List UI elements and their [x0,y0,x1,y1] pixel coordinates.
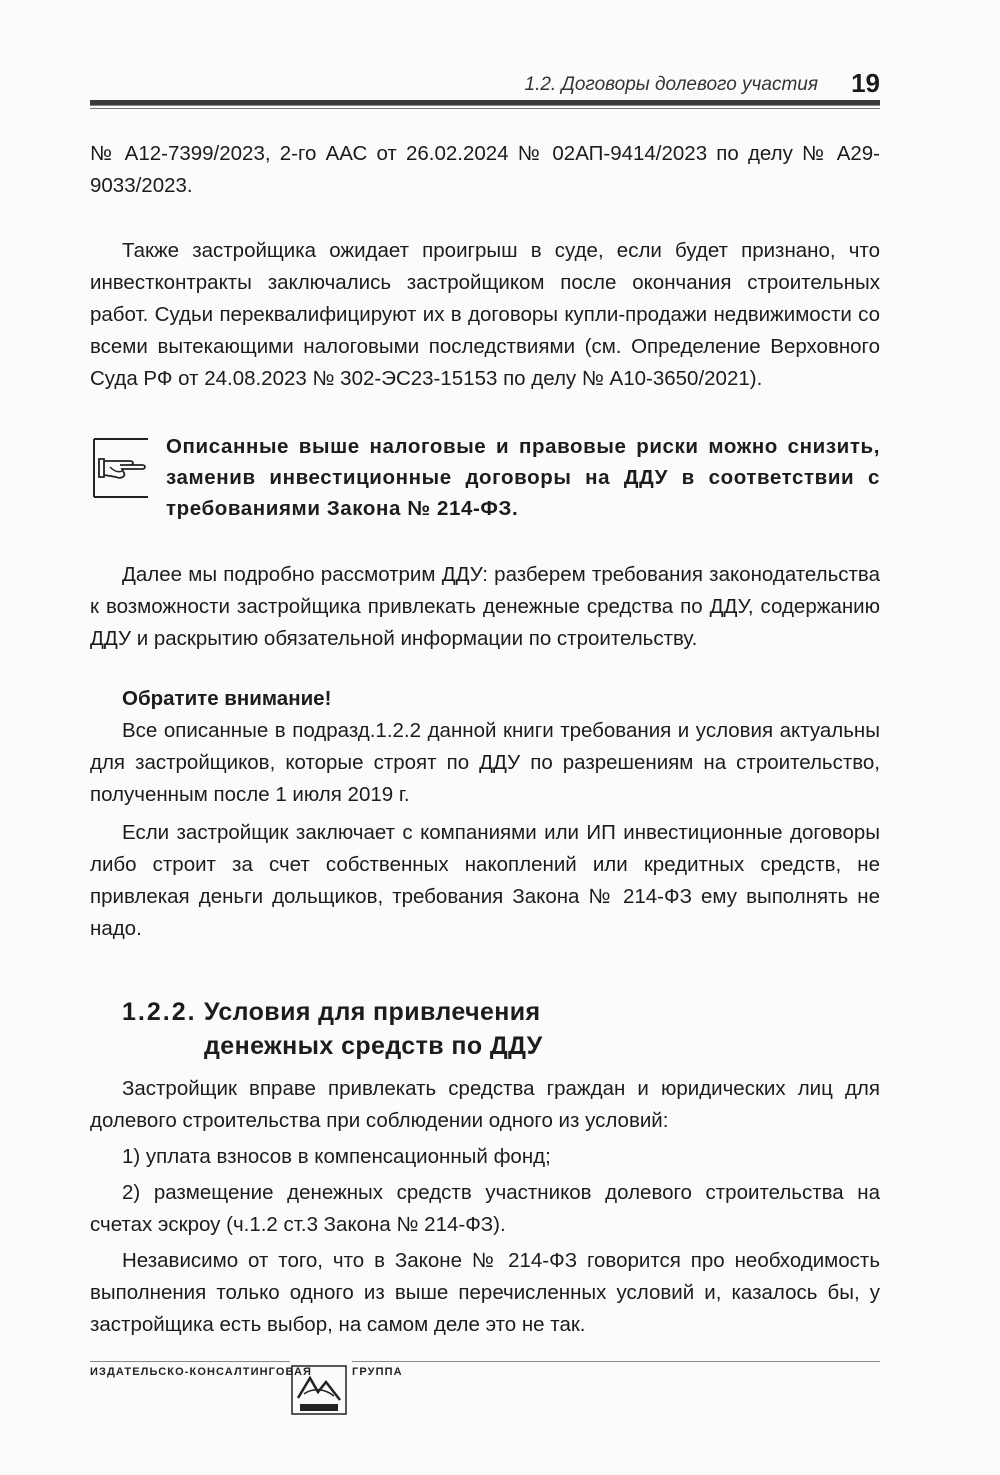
header-rule-thin [90,108,880,109]
page-footer [90,1358,880,1418]
page-header [90,68,880,98]
paragraph-no-choice: Независимо от того, что в Законе № 214-ФЗ говорится про необходимость выполнения только одного из выше перечисленных условий и, казалось бы, у застройщика есть выбор, на самом деле это не так. [90,1249,880,1336]
list-item: 2) размещение денежных средств участников долевого строительства на счетах эскроу (ч.1.2 ст.3 Закона № 214-ФЗ). [90,1181,880,1236]
page-number: 19 [851,68,880,98]
publisher-logo-icon [290,1364,348,1416]
footer-group-text: ГРУППА [352,1366,403,1378]
notice-block [90,431,880,531]
running-title: 1.2. Договоры долевого участия [524,74,818,95]
paragraph-case-refs: № А12-7399/2023, 2-го ААС от 26.02.2024 № 02АП-9414/2023 по делу № А29-9033/2023. [90,142,880,197]
paragraph-exemption: Если застройщик заключает с компаниями или ИП инвестиционные договоры либо строит за счет собственных накоплений или кредитных средств, не привлекая деньги дольщиков, требования Закона № 214-ФЗ ему выполнять не надо. [90,821,880,940]
header-rule [90,100,880,106]
attention-title: Обратите внимание! [122,687,332,710]
paragraph-conditions: Застройщик вправе привлекать средства граждан и юридических лиц для долевого строительства при соблюдении одного из условий: [90,1077,880,1132]
section-number: 1.2.2. [122,998,197,1026]
footer-publisher-text: ИЗДАТЕЛЬСКО-КОНСАЛТИНГОВАЯ [90,1366,313,1378]
section-heading [90,995,880,1063]
paragraph-overview: Далее мы подробно рассмотрим ДДУ: разберем требования законодательства к возможности застройщика привлекать денежные средства по ДДУ, содержанию ДДУ и раскрытию обязательной информации по строительству. [90,563,880,650]
paragraph-applicability: Все описанные в подразд.1.2.2 данной книги требования и условия актуальны для застройщиков, которые строят по ДДУ по разрешениям на строительство, полученным после 1 июля 2019 г. [90,719,880,806]
section-title-line1: Условия для привлечения [204,998,541,1026]
paragraph-court-risk: Также застройщика ожидает проигрыш в суде, если будет признано, что инвестконтракты заключались застройщиком после окончания строительных работ. Судьи переквалифицируют их в договоры купли-продажи недвижимости со всеми вытекающими налоговыми последствиями (см. Определение Верховного Суда РФ от 24.08.2023 № 302-ЭС23-15153 по делу № А10-3650/2021). [90,239,880,390]
page-content [90,138,880,1341]
pointing-hand-icon [90,437,152,499]
section-title-line2: денежных средств по ДДУ [204,1032,543,1060]
list-item: 1) уплата взносов в компенсационный фонд; [122,1145,551,1168]
notice-text: Описанные выше налоговые и правовые риски можно снизить, заменив инвестиционные договоры на ДДУ в соответствии с требованиями Закона № 214-ФЗ. [166,435,880,520]
